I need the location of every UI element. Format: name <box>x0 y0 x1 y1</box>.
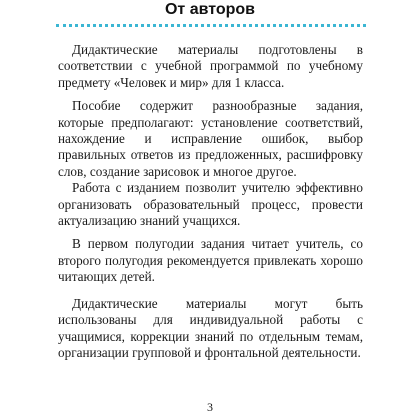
paragraph-application: Дидактические материалы могут быть использованы для индивидуальной работы с учащимися, коррекции знаний по отдельным темам, организации групповой и фронтальной деятельности. <box>58 295 363 360</box>
dotted-divider <box>56 24 366 27</box>
page-number: 3 <box>207 400 213 414</box>
body-text <box>58 42 363 371</box>
paragraph-intro: Дидактические материалы подготовлены в соответствии с учебной программой по учебному предмету «Человек и мир» для 1 класса. <box>58 42 363 90</box>
paragraph-usage: Работа с изданием позволит учителю эффективно организовать образовательный процесс, провести актуализацию знаний учащихся. <box>58 180 363 229</box>
page-title: От авторов <box>164 1 256 18</box>
paragraph-reading: В первом полугодии задания читает учитель, со второго полугодия рекомендуется привлекать хорошо читающих детей. <box>58 236 363 285</box>
paragraph-tasks: Пособие содержит разнообразные задания, которые предполагают: установление соответствий, нахождение и исправление ошибок, выбор правильных ответов из предложенных, расшифровку слов, создание зарисовок и многое другое. <box>58 98 363 179</box>
